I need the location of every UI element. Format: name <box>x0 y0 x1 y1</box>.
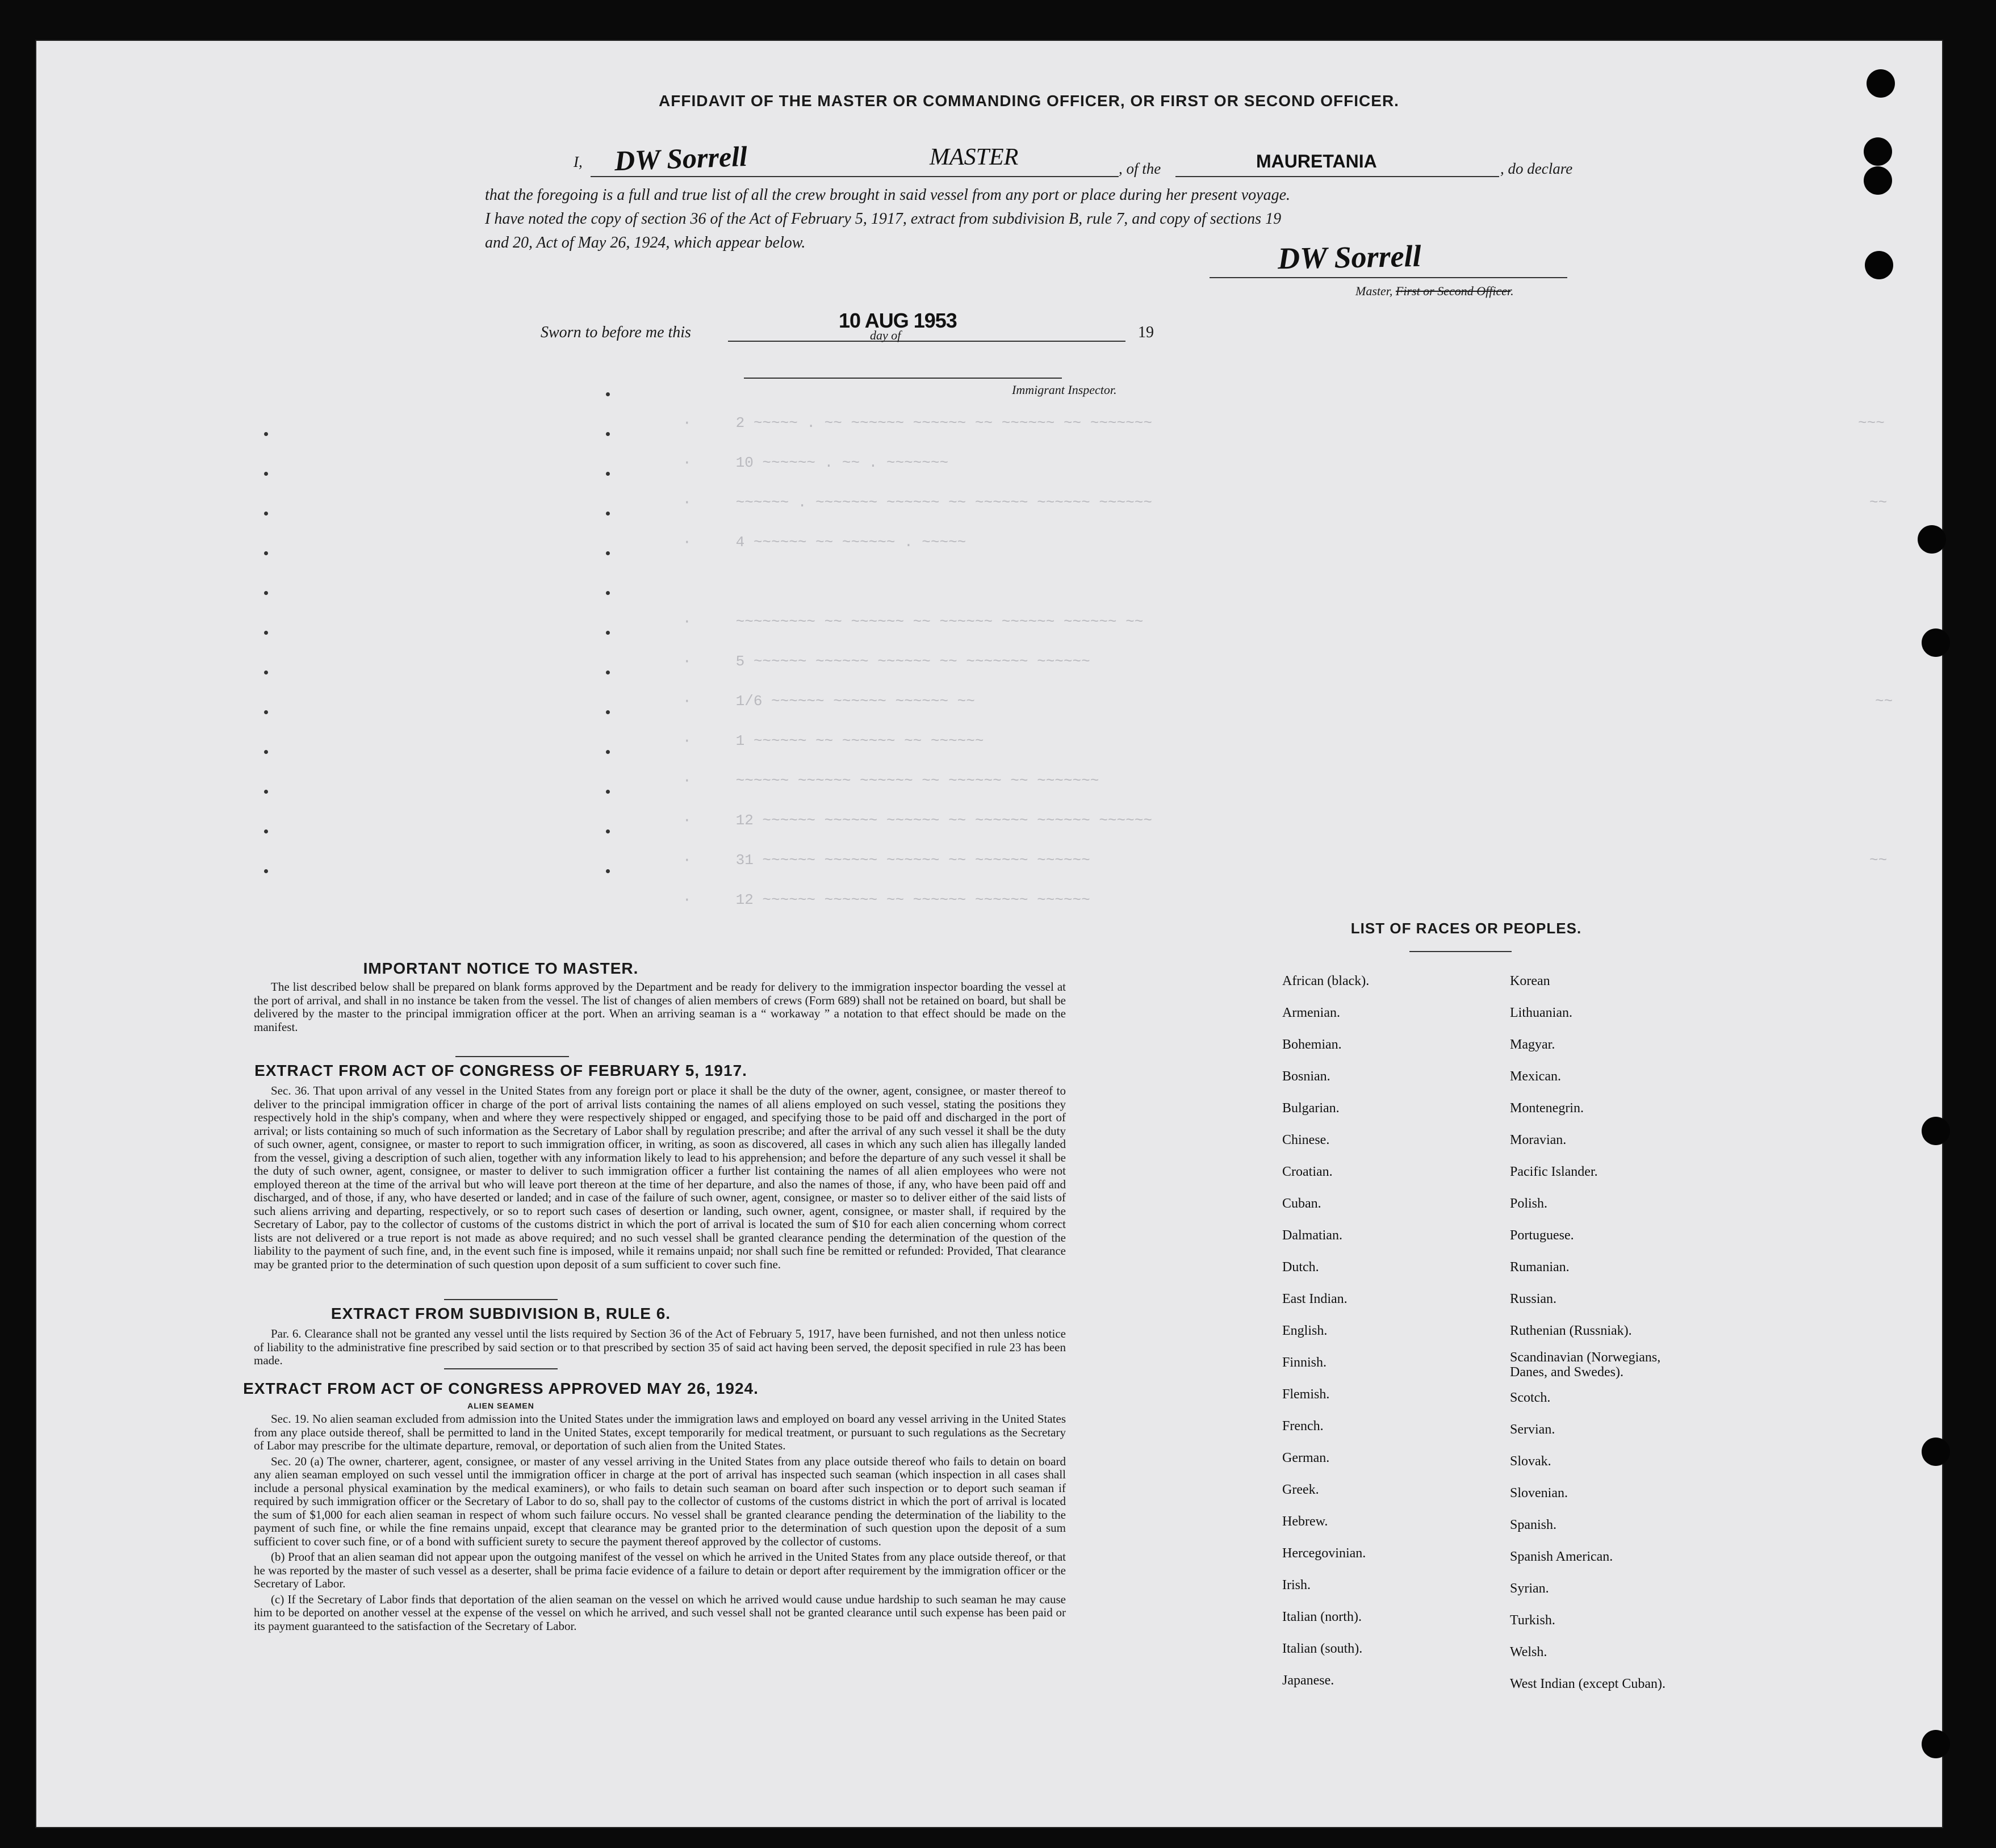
race-item: Dutch. <box>1282 1260 1319 1275</box>
race-item: Croatian. <box>1282 1164 1333 1179</box>
notice-paragraph: The list described below shall be prepared on blank forms approved by the Department and be ready for delivery to the immigration inspector boarding the vessel at the port of arrival, and shall in no instance be taken from the vessel. The list of changes of alien members of crews (Form 689) shall not be retained on board, but shall be delivered by the master to the principal immigration officer at the port. When an arriving seaman is a “ workaway ” a notation to that effect should be made on the manifest. <box>254 980 1066 1034</box>
races-heading: LIST OF RACES OR PEOPLES. <box>1350 920 1582 937</box>
punch-hole <box>1864 166 1892 195</box>
race-item: Italian (north). <box>1282 1610 1362 1624</box>
sworn-date-stamp: 10 AUG 1953 <box>839 309 957 332</box>
race-item: Polish. <box>1510 1196 1548 1211</box>
race-item: Magyar. <box>1510 1037 1555 1052</box>
master-signature: DW Sorrell <box>614 140 748 177</box>
race-item: Lithuanian. <box>1510 1005 1572 1020</box>
race-item: Armenian. <box>1282 1005 1340 1020</box>
affidavit-i-label: I, <box>574 153 583 170</box>
document-page: · 2 ~~~~~ . ~~ ~~~~~~ ~~~~~~ ~~ ~~~~~~ ~~ ~~~~~~~ · 10 ~~~~~~ . ~~ . ~~~~~~~ · ~~~~~~ . ~~~~~~~ ~~~~~~ ~~ ~~~~~~ ~~~~~~ ~~~~~~ · 4 ~~~~~~ ~~ ~~~~~~ . ~~~~~ · ~~~~~~~~~ ~~ ~~~~~~ ~~ ~~~~~~ ~~~~~~ ~~~~~~ ~~ · 5 ~~~~~~ ~~~~~~ ~~~~~~ ~~ ~~~~~~~ ~~~~~~ · 1/6 ~~~~~~ ~~~~~~ ~~~~~~ ~~ · 1 ~~~~~~ ~~ ~~~~~~ ~~ ~~~~~~ · ~~~~~~ ~~~~~~ ~~~~~~ ~~ ~~~~~~ ~~ ~~~~~~~ · 12 ~~~~~~ ~~~~~~ ~~~~~~ ~~ ~~~~~~ ~~~~~~ ~~~~~~ · 31 ~~~~~~ ~~~~~~ ~~~~~~ ~~ ~~~~~~ ~~~~~~ · 12 ~~~~~~ ~~~~~~ ~~ ~~~~~~ ~~~~~~ ~~~~~~ ~~~ ~~ ~~ ~~ AFFIDAVIT OF THE MASTER OR COMMANDING OFFICER, OR FIRST OR SECOND OFFICER. I, DW Sorrell MASTER , of the MAURETANIA , do declare that the foregoing is a full and true list of all the crew brought in said vessel from any port or place during her present voyage. I have noted the copy of section 36 of the Act of February 5, 1917, extract from subdivision B, rule 7, and copy of sections 19 and 20, Act of May 26, 1924, which appear below. DW Sorrell Master, First or Second Officer. Sworn to before me this 10 AUG 1953 day of 19 Immigrant Inspector. IMPORTANT NOTICE TO MASTER. The list described below shall be prepared on blank forms approved by the Department and be ready for delivery to the immigration inspector boarding the vessel at the port of arrival, and shall in no instance be taken from the vessel. The list of changes of alien members of crews (Form 689) shall not be retained on board, but shall be delivered by the master to the principal immigration officer at the port. When an arriving seaman is a “ workaway ” a notation to that effect should be made on the manifest. EXTRACT FROM ACT OF CONGRESS OF FEBRUARY 5, 1917. Sec. 36. That upon arrival of any vessel in the United States from any foreign port or place it shall be the duty of the owner, agent, consignee, or master thereof to deliver to the principal immigration officer in charge of the port of arrival lists containing the names of all aliens employed on such vessel, stating the positions they respectively hold in the ship's company, when and where they were respectively shipped or engaged, and specifying those to be paid off and discharged in the port of arrival; or lists containing so much of such information as the Secretary of Labor shall by regulation prescribe; and after the arrival of any such vessel it shall be the duty of such owner, agent, consignee, or master to report to such immigration officer, in writing, as soon as discovered, all cases in which any such alien has illegally landed from the vessel, giving a description of such alien, together with any information likely to lead to his apprehension; and before the departure of any such vessel it shall be the duty of such owner, agent, consignee, or master to deliver to such immigration officer a further list containing the names of all alien employees who were not employed thereon at the time of the arrival but who will leave port thereon at the time of her departure, and also the names of those, if any, who have been paid off and discharged, and of those, if any, who have deserted or landed; and in case of the failure of such owner, agent, consignee, or master so to deliver either of the said lists of such aliens arriving and departing, respectively, or so to report such cases of desertion or landing, such owner, agent, consignee, or master shall, if required by the Secretary of Labor, pay to the collector of customs of the customs district in which the port of arrival is located the sum of $10 for each alien concerning whom correct lists are not delivered or a true report is not made as above required; and no such vessel shall be granted clearance pending the determination of the question of the liability to the payment of such fine, and, in the event such fine is imposed, while it remains unpaid; nor shall such fine be remitted or refunded: Provided, That clearance may be granted prior to the determination of such question upon deposit of a sum sufficient to cover such fine. EXTRACT FROM SUBDIVISION B, RULE 6. Par. 6. Clearance shall not be granted any vessel until the lists required by Section 36 of the Act of February 5, 1917, have been furnished, and not then unless notice of liability to the administrative fine prescribed by said section or to that prescribed by section 35 of said act having been served, the deposit specified in rule 23 has been made. EXTRACT FROM ACT OF CONGRESS APPROVED MAY 26, 1924. ALIEN SEAMEN Sec. 19. No alien seaman excluded from admission into the United States under the immigration laws and employed on board any vessel arriving in the United States from any place outside thereof, shall be permitted to land in the United States, except temporarily for medical treatment, or pursuant to such regulations as the Secretary of Labor may prescribe for the ultimate departure, removal, or deportation of such alien from the United States. Sec. 20 (a) The owner, charterer, agent, consignee, or master of any vessel arriving in the United States from any place outside thereof who fails to detain on board any alien seaman employed on such vessel until the immigration officer in charge at the port of arrival has inspected such seaman (which inspection in all cases shall include a personal physical examination by the medical examiners), or who fails to detain such seaman on board after such inspection or to deport such seaman if required by such immigration officer or the Secretary of Labor to do so, shall pay to the collector of customs of the customs district in which the port of arrival is located the sum of $1,000 for each alien seaman in respect of whom such failure occurs. No vessel shall be granted clearance pending the determination of the liability to the payment of such fine, or while the fine remains unpaid, except that clearance may be granted prior to the determination of such question upon the deposit of a sum sufficient to cover such fine, or of a bond with sufficient surety to secure the payment thereof approved by the collector of customs. (b) Proof that an alien seaman did not appear upon the outgoing manifest of the vessel on which he arrived in the United States from any place outside thereof, or that he was reported by the master of such vessel as a deserter, shall be prima facie evidence of a failure to detain or deport after requirement by the immigration officer or the Secretary of Labor. (c) If the Secretary of Labor finds that deportation of the alien seaman on the vessel on which he arrived would cause undue hardship to such seaman he may cause him to be deported on another vessel at the expense of the vessel on which he arrived, and such vessel shall not be granted clearance until such expense has been paid or its payment guaranteed to the satisfaction of the Secretary of Labor. LIST OF RACES OR PEOPLES. African (black). Armenian. Bohemian. Bosnian. Bulgarian. Chinese. Croatian. Cuban. Dalmatian. Dutch. East Indian. English. Finnish. Flemish. French. German. Greek. Hebrew. Hercegovinian. Irish. Italian (north). Italian (south). Japanese. Korean Lithuanian. Magyar. Mexican. Montenegrin. Moravian. Pacific Islander. Polish. Portuguese. Rumanian. Russian. Ruthenian (Russniak). Scandinavian (Norwegians, Danes, and Swedes). Scotch. Servian. Slovak. Slovenian. Spanish. Spanish American. Syrian. Turkish. Welsh. West Indian (except Cuban). <box>35 40 1943 1828</box>
race-item: Greek. <box>1282 1482 1319 1497</box>
punch-hole <box>1922 628 1950 657</box>
punch-hole <box>1918 525 1946 554</box>
race-item: Italian (south). <box>1282 1641 1363 1656</box>
race-item: Hercegovinian. <box>1282 1546 1366 1561</box>
race-item: Turkish. <box>1510 1613 1555 1628</box>
punch-hole <box>1922 1117 1950 1145</box>
extract-1924-heading: EXTRACT FROM ACT OF CONGRESS APPROVED MAY 26, 1924. <box>243 1380 759 1397</box>
punch-hole <box>1865 251 1893 279</box>
affidavit-line-1: that the foregoing is a full and true list of all the crew brought in said vessel from any port or place during her present voyage. <box>485 186 1291 204</box>
extract-1924-text <box>254 1413 1066 1635</box>
race-item: Moravian. <box>1510 1133 1567 1147</box>
races-left-column <box>1282 965 1509 1696</box>
extract-1924-sec20c: (c) If the Secretary of Labor finds that deportation of the alien seaman on the vessel on which he arrived would cause undue hardship to such seaman he may cause him to be deported on another vessel at the expense of the vessel on which he arrived, and such vessel shall not be granted clearance until such expense has been paid or its payment guaranteed to the satisfaction of the Secretary of Labor. <box>254 1592 1066 1633</box>
extract-1924-sec20a: Sec. 20 (a) The owner, charterer, agent, consignee, or master of any vessel arriving in the United States from any place outside thereof who fails to detain on board any alien seaman employed on such vessel until the immigration officer in charge at the port of arrival has inspected such seaman (which inspection in all cases shall include a personal physical examination by the medical examiners), or who fails to detain such seaman on board after such inspection or to deport such seaman if required by such immigration officer or the Secretary of Labor to do so, shall pay to the collector of customs of the customs district in which the port of arrival is located the sum of $1,000 for each alien seaman in respect of whom such failure occurs. No vessel shall be granted clearance pending the determination of the liability to the payment of such fine, or while the fine remains unpaid, except that clearance may be granted prior to the determination of such question upon the deposit of a sum sufficient to cover such fine, or of a bond with sufficient surety to secure the payment thereof approved by the collector of customs. <box>254 1454 1066 1548</box>
affidavit-line-2: I have noted the copy of section 36 of the Act of February 5, 1917, extract from subdivision B, rule 7, and copy of sections 19 <box>485 210 1282 228</box>
race-item: Syrian. <box>1510 1581 1549 1596</box>
race-item: Bohemian. <box>1282 1037 1342 1052</box>
race-item: Dalmatian. <box>1282 1228 1342 1243</box>
extract-rule6-paragraph: Par. 6. Clearance shall not be granted any vessel until the lists required by Section 36 of the Act of February 5, 1917, have been furnished, and not then unless notice of liability to the administrative fine prescribed by said section or to that prescribed by section 35 of said act having been served, the deposit specified in rule 23 has been made. <box>254 1327 1066 1367</box>
race-item: Irish. <box>1282 1578 1311 1593</box>
race-item: Chinese. <box>1282 1133 1330 1147</box>
race-item: Spanish. <box>1510 1518 1557 1532</box>
signature-title-struck: First or Second Officer <box>1395 284 1511 298</box>
race-item: Welsh. <box>1510 1645 1547 1660</box>
punch-hole <box>1922 1730 1950 1758</box>
race-item: Bosnian. <box>1282 1069 1330 1084</box>
race-item: African (black). <box>1282 974 1370 988</box>
signature-title-master: Master, <box>1355 284 1393 298</box>
inspector-label: Immigrant Inspector. <box>1012 383 1117 397</box>
race-item: French. <box>1282 1419 1324 1434</box>
race-item: West Indian (except Cuban). <box>1510 1677 1666 1691</box>
extract-1924-sec19: Sec. 19. No alien seaman excluded from admission into the United States under the immigration laws and employed on board any vessel arriving in the United States from any place outside thereof, shall be permitted to land in the United States, except temporarily for medical treatment, or pursuant to such regulations as the Secretary of Labor may prescribe for the ultimate departure, removal, or deportation of such alien from the United States. <box>254 1412 1066 1452</box>
race-item: Pacific Islander. <box>1510 1164 1598 1179</box>
affidavit-heading: AFFIDAVIT OF THE MASTER OR COMMANDING OFFICER, OR FIRST OR SECOND OFFICER. <box>659 92 1399 110</box>
notice-text <box>254 980 1066 1036</box>
rank-written: MASTER <box>930 144 1019 170</box>
race-item: Mexican. <box>1510 1069 1561 1084</box>
race-item: Montenegrin. <box>1510 1101 1584 1116</box>
extract-1917-heading: EXTRACT FROM ACT OF CONGRESS OF FEBRUARY 5, 1917. <box>254 1062 747 1079</box>
race-item: Scotch. <box>1510 1390 1551 1405</box>
signature-title-end: . <box>1510 284 1514 298</box>
race-item: Hebrew. <box>1282 1514 1328 1529</box>
race-item: East Indian. <box>1282 1292 1348 1306</box>
race-item: Spanish American. <box>1510 1549 1613 1564</box>
race-item: Slovenian. <box>1510 1486 1568 1501</box>
sworn-year: 19 <box>1138 324 1154 341</box>
do-declare-label: , do declare <box>1500 160 1573 177</box>
race-item: German. <box>1282 1451 1330 1465</box>
punch-hole <box>1867 69 1895 98</box>
of-the-label: , of the <box>1119 160 1161 177</box>
race-item: Korean <box>1510 974 1550 988</box>
race-item: Rumanian. <box>1510 1260 1570 1275</box>
sworn-day-of: day of <box>870 328 901 342</box>
vessel-name: MAURETANIA <box>1256 151 1377 171</box>
race-item: Finnish. <box>1282 1355 1327 1370</box>
extract-1924-sec20b: (b) Proof that an alien seaman did not appear upon the outgoing manifest of the vessel on which he arrived in the United States from any place outside thereof, or that he was reported by the master of such vessel as a deserter, shall be prima facie evidence of a failure to detain or deport after requirement by the immigration officer or the Secretary of Labor. <box>254 1550 1066 1590</box>
race-item: Servian. <box>1510 1422 1555 1437</box>
affidavit-line-3: and 20, Act of May 26, 1924, which appear below. <box>485 234 806 252</box>
extract-rule6-text <box>254 1327 1066 1370</box>
race-item: Flemish. <box>1282 1387 1330 1402</box>
extract-1924-subheading: ALIEN SEAMEN <box>467 1401 534 1410</box>
race-item: English. <box>1282 1323 1328 1338</box>
race-item: Portuguese. <box>1510 1228 1574 1243</box>
extract-rule6-heading: EXTRACT FROM SUBDIVISION B, RULE 6. <box>330 1305 671 1322</box>
race-item: Scandinavian (Norwegians, Danes, and Swedes). <box>1510 1350 1661 1380</box>
race-item: Ruthenian (Russniak). <box>1510 1323 1632 1338</box>
punch-hole <box>1922 1438 1950 1466</box>
master-signature-2: DW Sorrell <box>1277 238 1422 276</box>
extract-1917-text <box>254 1084 1066 1273</box>
race-item: Slovak. <box>1510 1454 1551 1469</box>
race-item: Japanese. <box>1282 1673 1334 1688</box>
race-item: Bulgarian. <box>1282 1101 1340 1116</box>
extract-1917-paragraph: Sec. 36. That upon arrival of any vessel in the United States from any foreign port or place it shall be the duty of the owner, agent, consignee, or master thereof to deliver to the principal immigration officer in charge of the port of arrival lists containing the names of all aliens employed on such vessel, stating the positions they respectively hold in the ship's company, when and where they were respectively shipped or engaged, and specifying those to be paid off and discharged in the port of arrival; or lists containing so much of such information as the Secretary of Labor shall by regulation prescribe; and after the arrival of any such vessel it shall be the duty of such owner, agent, consignee, or master to report to such immigration officer, in writing, as soon as discovered, all cases in which any such alien has illegally landed from the vessel, giving a description of such alien, together with any information likely to lead to his apprehension; and before the departure of any such vessel it shall be the duty of such owner, agent, consignee, or master to deliver to such immigration officer a further list containing the names of all alien employees who were not employed thereon at the time of the arrival but who will leave port thereon at the time of her departure, and also the names of those, if any, who have been paid off and discharged, and of those, if any, who have deserted or landed; and in case of the failure of such owner, agent, consignee, or master so to deliver either of the said lists of such aliens arriving and departing, respectively, or so to report such cases of desertion or landing, such owner, agent, consignee, or master shall, if required by the Secretary of Labor, pay to the collector of customs of the customs district in which the port of arrival is located the sum of $10 for each alien concerning whom correct lists are not delivered or a true report is not made as above required; and no such vessel shall be granted clearance pending the determination of the question of the liability to the payment of such fine, and, in the event such fine is imposed, while it remains unpaid; nor shall such fine be remitted or refunded: Provided, That clearance may be granted prior to the determination of such question upon deposit of a sum sufficient to cover such fine. <box>254 1084 1066 1271</box>
punch-hole <box>1864 137 1892 166</box>
notice-heading: IMPORTANT NOTICE TO MASTER. <box>363 959 639 977</box>
race-item: Cuban. <box>1282 1196 1321 1211</box>
races-right-column <box>1510 965 1794 1700</box>
sworn-label: Sworn to before me this <box>541 324 691 341</box>
signature-title <box>1355 284 1514 299</box>
race-item: Russian. <box>1510 1292 1557 1306</box>
